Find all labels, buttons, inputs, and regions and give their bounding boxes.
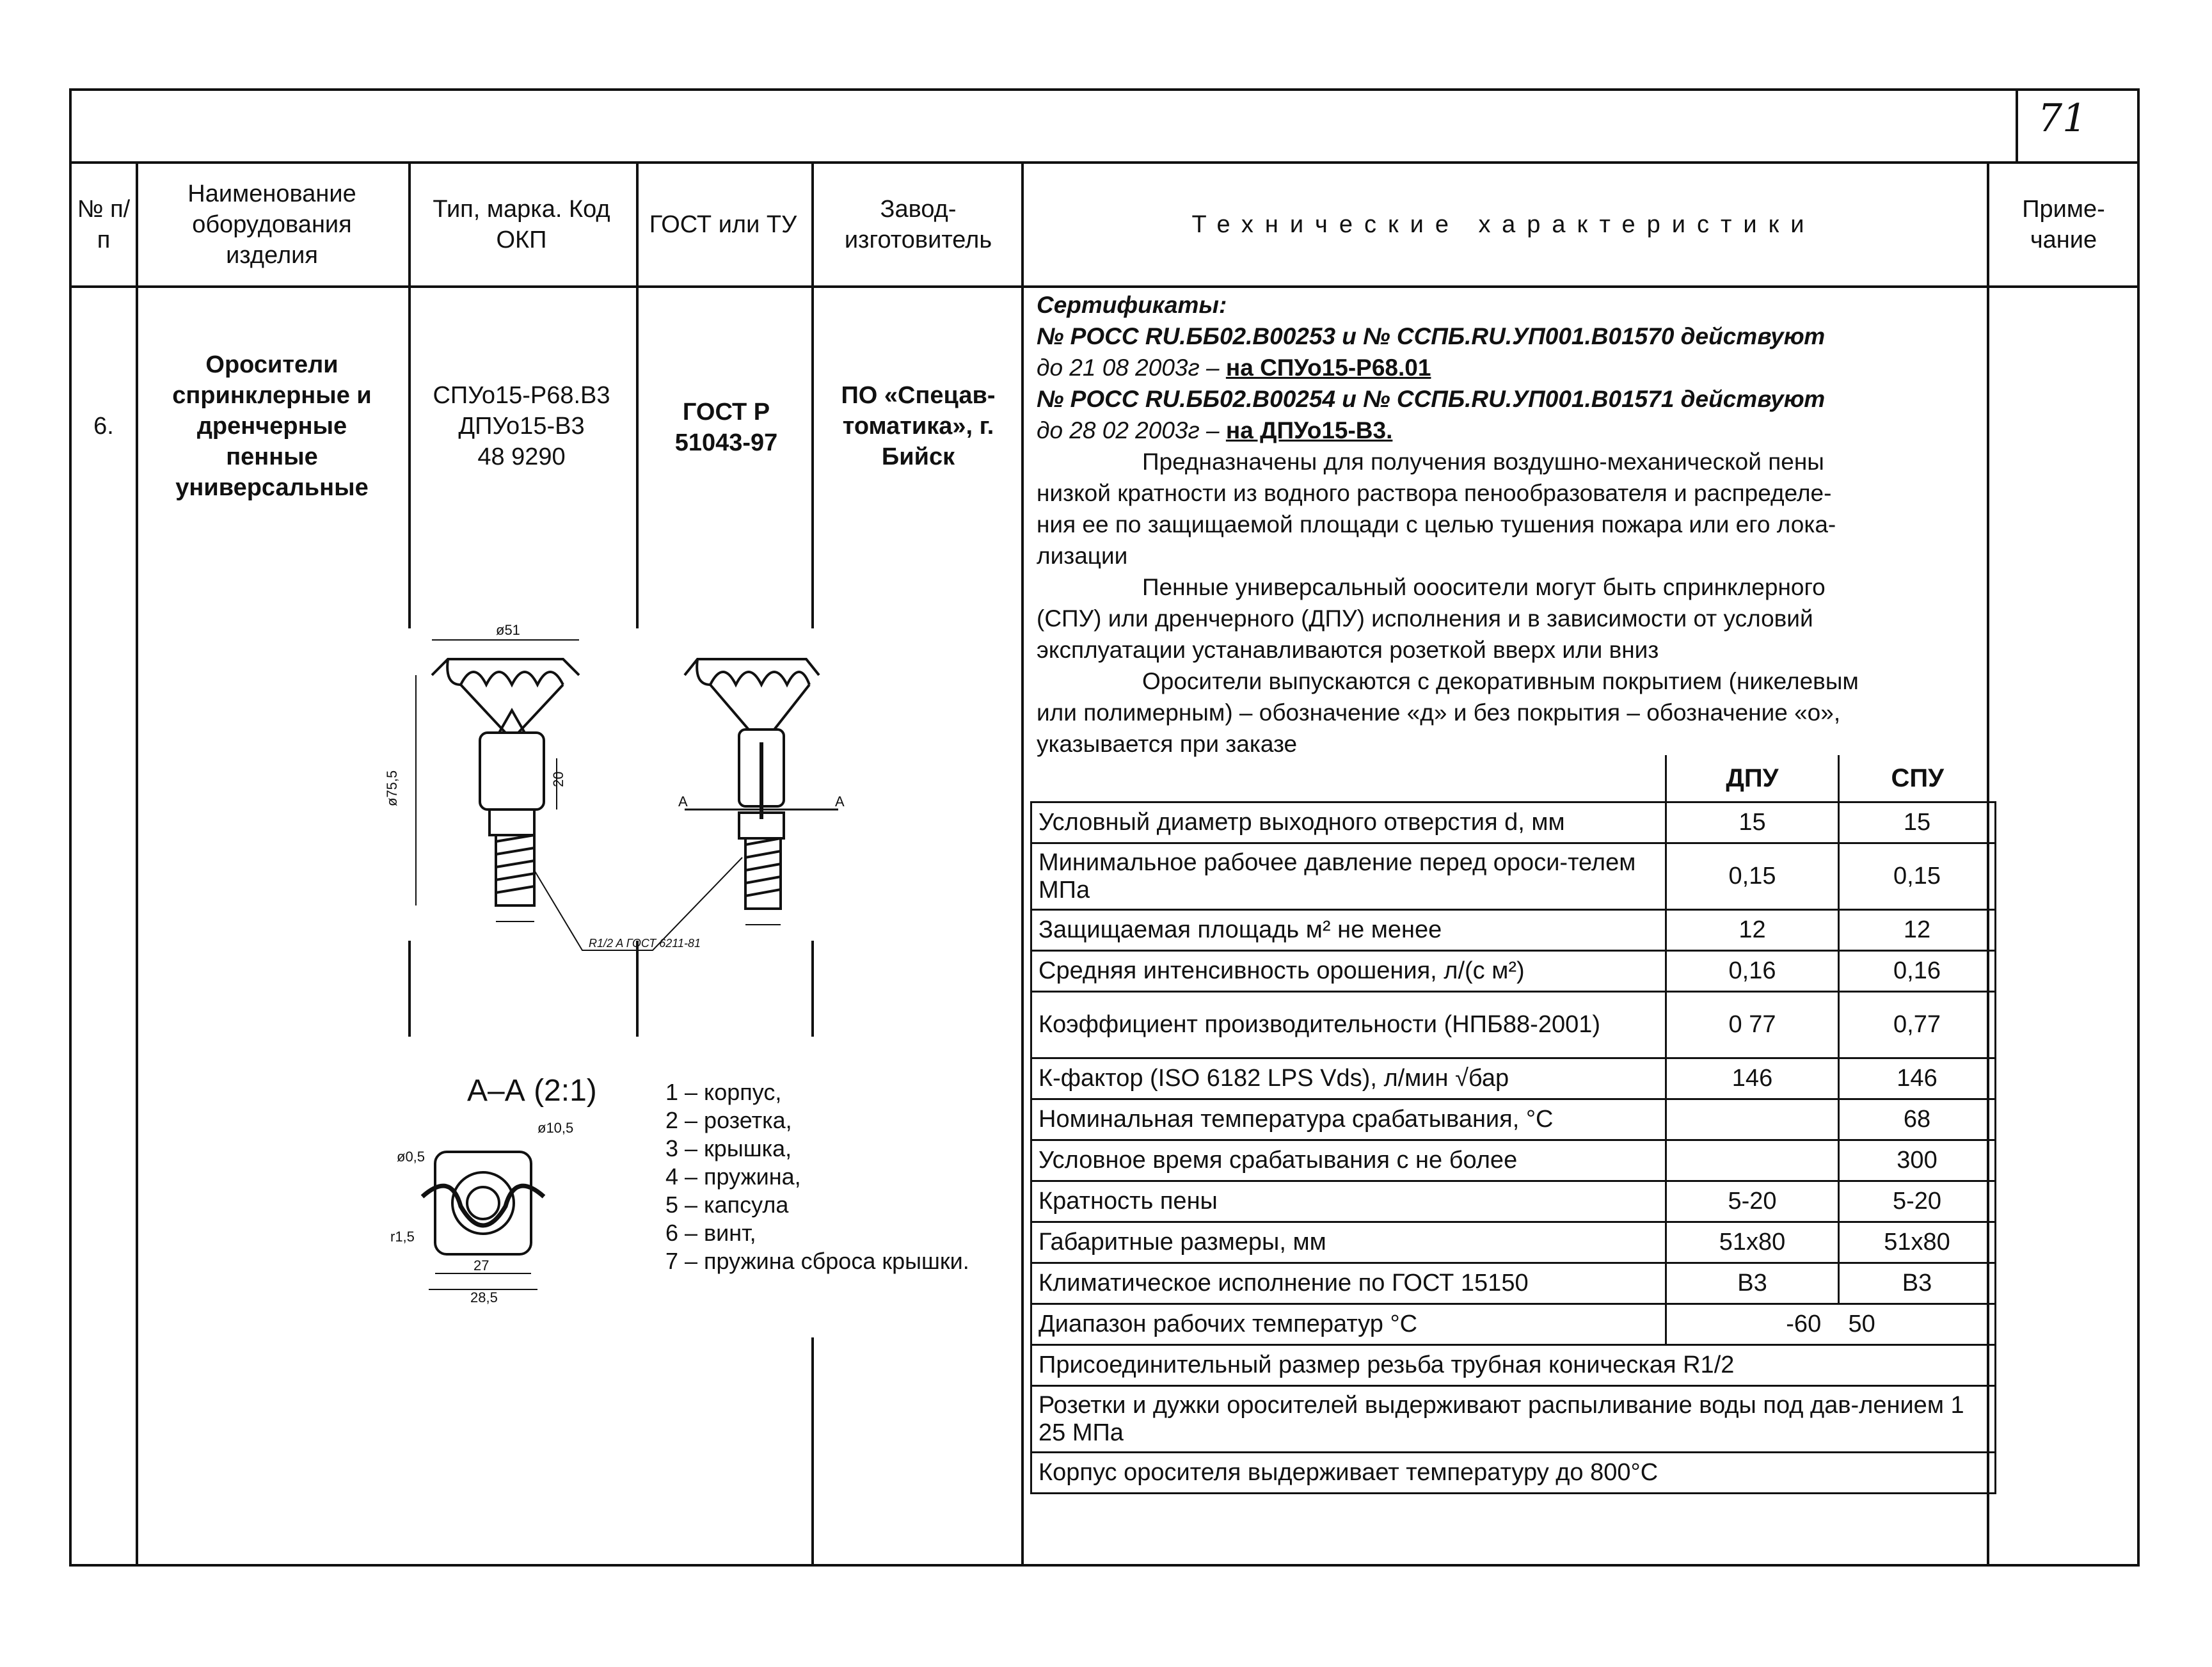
header-factory: Завод-изготовитель — [844, 196, 992, 253]
spec-header-spu: СПУ — [1839, 755, 1996, 802]
spec-spu: 146 — [1839, 1058, 1996, 1099]
spec-rosettes: Розетки и дужки оросителей выдерживают распыливание воды под дав-лением 1 25 МПа — [1031, 1386, 1996, 1453]
spec-label: Защищаемая площадь м² не менее — [1031, 910, 1666, 951]
spec-body: Корпус оросителя выдерживает температуру до 800°С — [1031, 1453, 1996, 1494]
spec-spu: 0,16 — [1839, 951, 1996, 992]
spec-dpu: 15 — [1666, 802, 1839, 843]
dim-75-label: ø75,5 — [384, 770, 400, 806]
a-left-label: A — [678, 794, 688, 810]
row-num: 6. — [93, 413, 114, 440]
desc-p3-l3: указывается при заказе — [1037, 731, 1298, 757]
spec-label: Условный диаметр выходного отверстия d, мм — [1031, 802, 1666, 843]
spec-dpu: 51х80 — [1666, 1222, 1839, 1263]
spec-row — [1031, 1058, 1996, 1099]
spec-label: Средняя интенсивность орошения, л/(с м²) — [1031, 951, 1666, 992]
cert-line1-text: № РОСС RU.ББ02.В00253 и № ССПБ.RU.УП001.В01570 действуют — [1037, 323, 1826, 349]
spec-row — [1031, 1140, 1996, 1181]
spec-temp-min: -60 — [1786, 1311, 1822, 1337]
spec-spu: 51х80 — [1839, 1222, 1996, 1263]
spec-label: Минимальное рабочее давление перед ороси-телем МПа — [1031, 843, 1666, 910]
desc-p1-l2: низкой кратности из водного раствора пенообразователя и распределе- — [1037, 480, 1832, 506]
cert-line2-model: на СПУо15-Р68.01 — [1225, 355, 1431, 381]
cert-line4-model: на ДПУо15-В3. — [1225, 417, 1393, 443]
spec-row — [1031, 951, 1996, 992]
spec-spu: В3 — [1839, 1263, 1996, 1304]
spec-header-dpu: ДПУ — [1666, 755, 1839, 802]
header-bottom-line — [69, 285, 2140, 288]
legend — [665, 1078, 969, 1275]
desc-p2-l2: (СПУ) или дренчерного (ДПУ) исполнения и в зависимости от условий — [1037, 605, 1813, 632]
spec-spu: 300 — [1839, 1140, 1996, 1181]
cert-line2 — [1037, 352, 1977, 383]
header-name: Наименование оборудования изделия — [187, 180, 356, 269]
right-thread — [745, 838, 781, 909]
spec-header-row — [1031, 755, 1996, 802]
section-body — [435, 1152, 531, 1254]
row-factory: ПО «Спецав-томатика», г. Бийск — [841, 382, 996, 470]
spec-label: Условное время срабатывания с не более — [1031, 1140, 1666, 1181]
legend-item: 3 – крышка, — [665, 1135, 792, 1161]
dim-51-label: ø51 — [496, 622, 520, 638]
desc-p1-l4: лизации — [1037, 543, 1128, 569]
header-tech: Технические характеристики — [1191, 211, 1816, 238]
right-thread-hatch — [745, 838, 781, 896]
thread-label: R1/2 A ГОСТ 6211-81 — [589, 937, 701, 950]
spec-row — [1031, 1181, 1996, 1222]
left-nut — [489, 810, 534, 835]
col-divider-3 — [636, 161, 639, 628]
legend-item: 4 – пружина, — [665, 1163, 801, 1190]
row-type-1: СПУо15-Р68.В3 — [433, 382, 610, 409]
col-divider-1 — [136, 161, 138, 1567]
spec-dpu: 0,15 — [1666, 843, 1839, 910]
spec-header-blank — [1031, 755, 1666, 802]
spec-spu: 15 — [1839, 802, 1996, 843]
legend-item: 2 – розетка, — [665, 1107, 792, 1133]
cert-line4 — [1037, 415, 1977, 446]
spec-row-rosettes — [1031, 1386, 1996, 1453]
spec-row-temp — [1031, 1304, 1996, 1345]
spec-spu: 12 — [1839, 910, 1996, 951]
legend-item: 1 – корпус, — [665, 1079, 782, 1105]
spec-dpu — [1666, 1140, 1839, 1181]
row-type-2: ДПУо15-В3 — [458, 413, 585, 440]
cert-title: Сертификаты: — [1037, 292, 1227, 318]
spec-spu: 0,77 — [1839, 992, 1996, 1058]
spec-temp-range — [1666, 1304, 1996, 1345]
spec-dpu: 146 — [1666, 1058, 1839, 1099]
spec-label: Номинальная температура срабатывания, °С — [1031, 1099, 1666, 1140]
spec-dpu: 0 77 — [1666, 992, 1839, 1058]
header-note: Приме-чание — [2022, 196, 2105, 253]
spec-row — [1031, 1099, 1996, 1140]
pagenum-divider — [2016, 88, 2018, 164]
dim-27-label: 27 — [473, 1257, 489, 1273]
left-body — [480, 733, 544, 810]
row-okp: 48 9290 — [477, 443, 566, 470]
legend-item: 6 – винт, — [665, 1220, 756, 1246]
desc-p2-l1: Пенные универсальный оооситeли могут быть спринклерного — [1142, 574, 1826, 600]
left-deflector — [432, 659, 579, 685]
row-name: Оросители спринклерные и дренчерные пенные универсальные — [172, 351, 372, 501]
right-frame-arms — [710, 685, 809, 730]
dim-105-label: ø10,5 — [537, 1120, 574, 1136]
header-num: № п/п — [77, 196, 131, 253]
cert-line1 — [1037, 321, 1977, 352]
col-divider-4c — [811, 1337, 814, 1567]
left-thread — [496, 835, 534, 905]
spec-row-conn — [1031, 1345, 1996, 1386]
spec-label: Кратность пены — [1031, 1181, 1666, 1222]
page-number: 71 — [2038, 96, 2087, 141]
header-gost: ГОСТ или ТУ — [649, 211, 797, 238]
spec-row-body — [1031, 1453, 1996, 1494]
spec-dpu: 12 — [1666, 910, 1839, 951]
spec-table — [1030, 755, 1996, 1494]
cert-line2-date: до 21 08 2003г – — [1037, 355, 1220, 381]
col-divider-4 — [811, 161, 814, 628]
desc-p1-l3: ния ее по защищаемой площади с целью тушения пожара или его лока- — [1037, 511, 1836, 538]
spec-row — [1031, 843, 1996, 910]
spec-temp-max: 50 — [1848, 1311, 1875, 1337]
spec-conn: Присоединительный размер резьба трубная коническая R1/2 — [1031, 1345, 1996, 1386]
cert-line4-date: до 28 02 2003г – — [1037, 417, 1220, 443]
cert-line3 — [1037, 383, 1977, 415]
spec-label: К-фактор (ISO 6182 LPS Vds), л/мин √бар — [1031, 1058, 1666, 1099]
cert-line3-text: № РОСС RU.ББ02.В00254 и № ССПБ.RU.УП001.В01571 действуют — [1037, 386, 1826, 412]
spec-dpu: 0,16 — [1666, 951, 1839, 992]
spec-temp-label: Диапазон рабочих температур °С — [1031, 1304, 1666, 1345]
desc-p1-l1: Предназначены для получения воздушно-механической пены — [1142, 449, 1824, 475]
spec-row — [1031, 802, 1996, 843]
left-thread-hatch — [496, 835, 534, 893]
spec-dpu: В3 — [1666, 1263, 1839, 1304]
spec-row — [1031, 992, 1996, 1058]
row-gost: ГОСТ Р 51043-97 — [674, 399, 778, 456]
dim-15-label: r1,5 — [390, 1229, 415, 1245]
dim-20-label: 20 — [550, 771, 566, 787]
spec-label: Коэффициент производительности (НПБ88-2001) — [1031, 992, 1666, 1058]
legend-item: 5 – капсула — [665, 1192, 789, 1218]
spec-row — [1031, 910, 1996, 951]
spec-spu: 5-20 — [1839, 1181, 1996, 1222]
desc-p3-l1: Оросители выпускаются с декоративным покрытием (никелевым — [1142, 668, 1859, 694]
desc-p3-l2: или полимерным) – обозначение «д» и без покрытия – обозначение «о», — [1037, 699, 1841, 726]
spec-row — [1031, 1263, 1996, 1304]
spec-label: Габаритные размеры, мм — [1031, 1222, 1666, 1263]
section-inner-circle — [467, 1187, 499, 1219]
legend-item: 7 – пружина сброса крышки. — [665, 1248, 969, 1274]
spec-row — [1031, 1222, 1996, 1263]
header-type: Тип, марка. Код ОКП — [433, 196, 610, 253]
section-label: А–А (2:1) — [467, 1074, 597, 1108]
a-right-label: A — [835, 794, 845, 810]
spec-dpu — [1666, 1099, 1839, 1140]
dim-285-label: 28,5 — [470, 1289, 498, 1305]
spec-label: Климатическое исполнение по ГОСТ 15150 — [1031, 1263, 1666, 1304]
spec-dpu: 5-20 — [1666, 1181, 1839, 1222]
dim-05-label: ø0,5 — [397, 1149, 426, 1165]
spec-spu: 68 — [1839, 1099, 1996, 1140]
desc-p2-l3: эксплуатации устанавливаются розеткой вверх или вниз — [1037, 637, 1659, 663]
spec-spu: 0,15 — [1839, 843, 1996, 910]
right-deflector — [685, 659, 819, 685]
